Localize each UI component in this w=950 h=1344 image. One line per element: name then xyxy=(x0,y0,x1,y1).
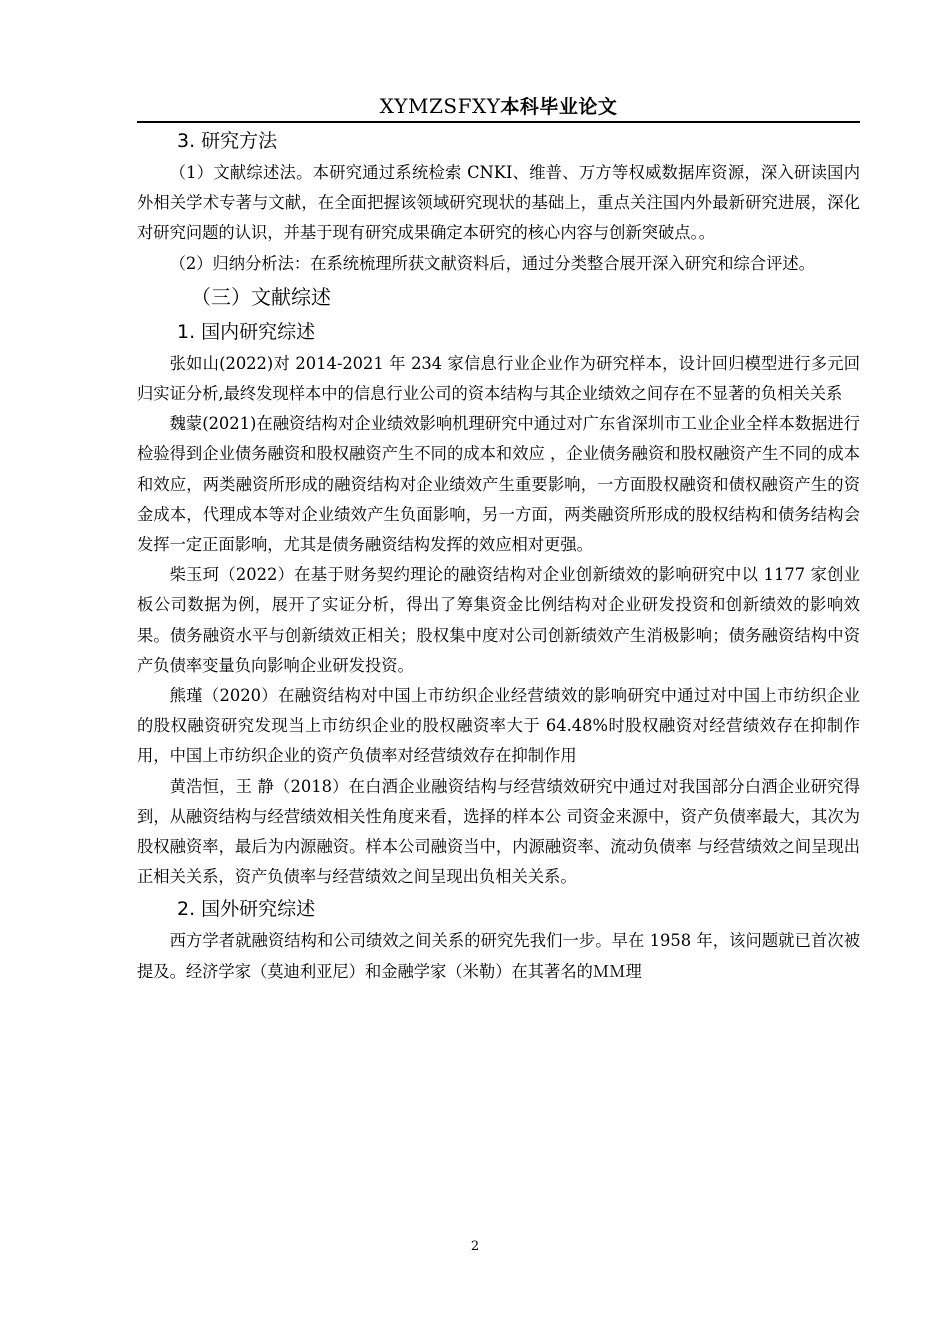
foreign-paragraph-1: 西方学者就融资结构和公司绩效之间关系的研究先我们一步。早在 1958 年，该问题就已首次被提及。经济学家（莫迪利亚尼）和金融学家（米勒）在其著名的ＭＭ理 xyxy=(137,931,860,981)
header-latin: XYMZSFXY xyxy=(379,94,501,118)
header-rule xyxy=(137,121,860,123)
domestic-review-heading: 1. 国内研究综述 xyxy=(177,320,316,343)
method-heading: 3. 研究方法 xyxy=(177,130,278,152)
domestic-paragraph-4: 熊瑾（2020）在融资结构对中国上市纺织企业经营绩效的影响研究中通过对中国上市纺织企业的股权融资研究发现当上市纺织企业的股权融资率大于 64.48%时股权融资对经营绩效存在抑制作用，中国上市纺织企业的资产负债率对经营绩效存在抑制作用 xyxy=(137,686,860,766)
header-cn: 本科毕业论文 xyxy=(500,96,618,118)
foreign-review-heading: 2. 国外研究综述 xyxy=(177,898,316,921)
page-body xyxy=(137,124,860,987)
page-number: 2 xyxy=(470,1239,480,1254)
method-paragraph-2: （2）归纳分析法：在系统梳理所获文献资料后，通过分类整合展开深入研究和综合评述。 xyxy=(169,253,815,273)
domestic-paragraph-3: 柴玉珂（2022）在基于财务契约理论的融资结构对企业创新绩效的影响研究中以 1177 家创业板公司数据为例，展开了实证分析，得出了筹集资金比例结构对企业研发投资和创新绩效的影响效果。债务融资水平与创新绩效正相关；股权集中度对公司创新绩效产生消极影响；债务融资结构中资产负债率变量负向影响企业研发投资。 xyxy=(137,565,860,675)
method-paragraph-1: （1）文献综述法。本研究通过系统检索 CNKI、维普、万方等权威数据库资源，深入研读国内外相关学术专著与文献，在全面把握该领域研究现状的基础上，重点关注国内外最新研究进展，深化对研究问题的认识，并基于现有研究成果确定本研究的核心内容与创新突破点。。 xyxy=(137,163,860,243)
literature-review-heading: （三）文献综述 xyxy=(191,284,331,309)
domestic-paragraph-5: 黄浩恒，王 静（2018）在白酒企业融资结构与经营绩效研究中通过对我国部分白酒企业研究得到，从融资结构与经营绩效相关性角度来看，选择的样本公 司资金来源中，资产负债率最大，其次为股权融资率，最后为内源融资。样本公司融资当中，内源融资率、流动负债率 与经营绩效之间呈现出正相关关系，资产负债率与经营绩效之间呈现出负相关关系。 xyxy=(137,776,860,887)
domestic-paragraph-1: 张如山(2022)对 2014-2021 年 234 家信息行业企业作为研究样本，设计回归模型进行多元回归实证分析,最终发现样本中的信息行业公司的资本结构与其企业绩效之间存在不显著的负相关关系 xyxy=(137,353,860,404)
running-header xyxy=(137,92,860,121)
domestic-paragraph-2: 魏蒙(2021)在融资结构对企业绩效影响机理研究中通过对广东省深圳市工业企业全样本数据进行检验得到企业债务融资和股权融资产生不同的成本和效应 ，企业债务融资和股权融资产生不同的成本和效应，两类融资所形成的融资结构对企业绩效产生重要影响，一方面股权融资和债权融资产生的资金成本，代理成本等对企业绩效产生负面影响，另一方面，两类融资所形成的股权结构和债务结构会发挥一定正面影响，尤其是债务融资结构发挥的效应相对更强。 xyxy=(137,414,860,555)
